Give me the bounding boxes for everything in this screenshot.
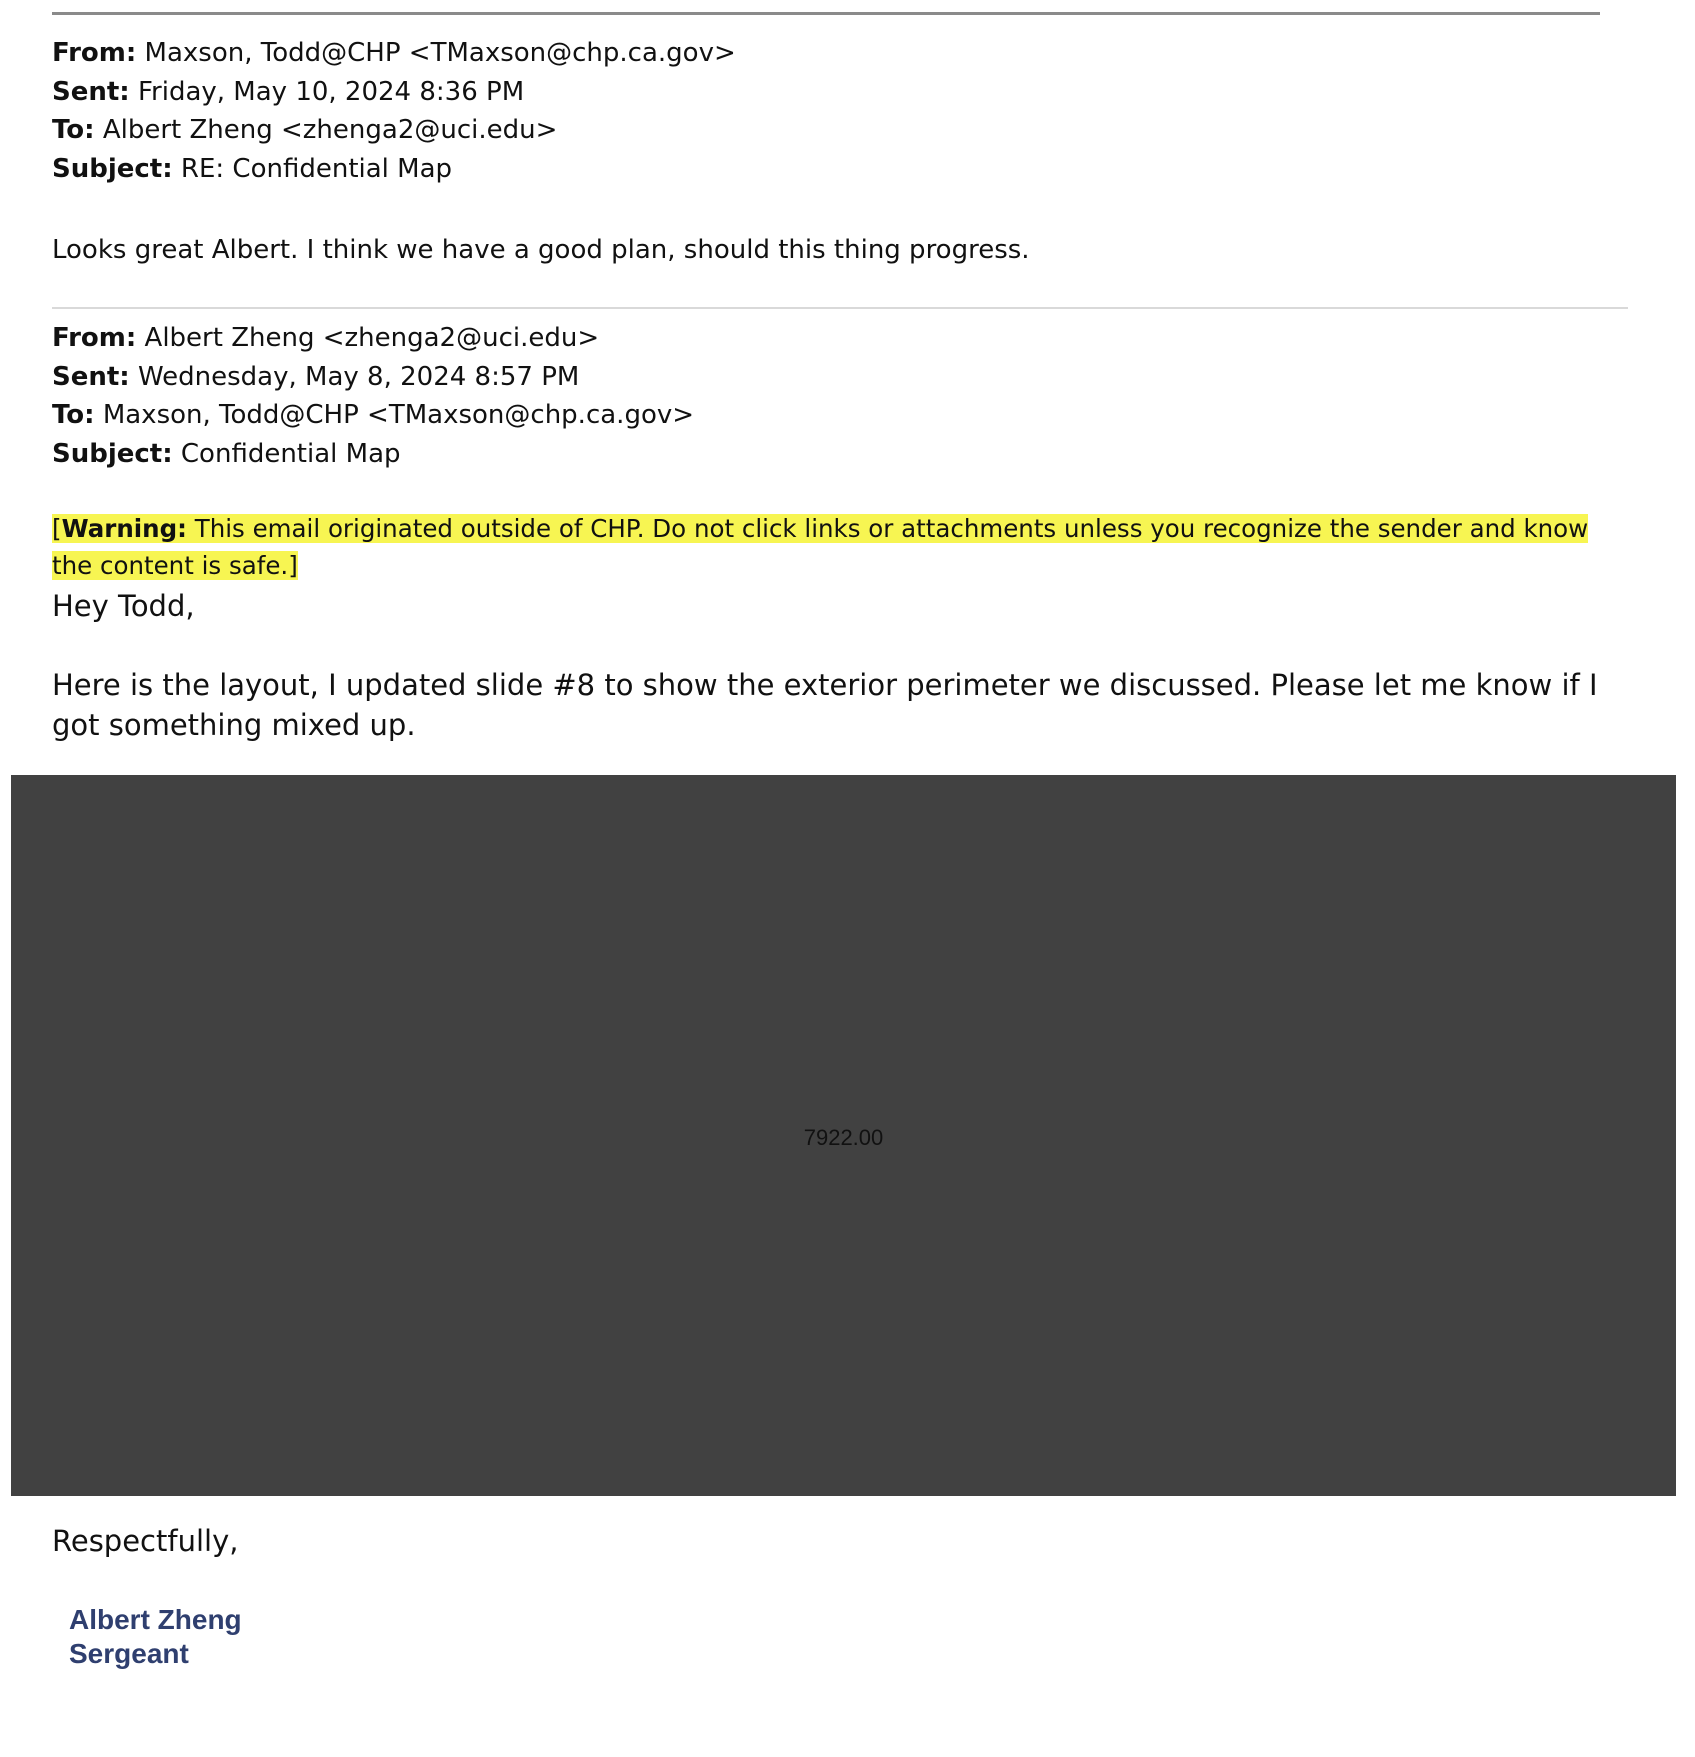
message-divider [52,307,1628,309]
reply-subject-row [52,150,736,189]
original-sent-row [52,358,694,397]
greeting: Hey Todd, [52,589,195,623]
reply-sent-label: Sent: [52,76,130,107]
original-from-label: From: [52,323,137,353]
map-label: 7922.00 [803,1125,884,1150]
external-warning-banner [52,510,1612,584]
top-divider [52,12,1600,15]
reply-from-row [52,34,736,73]
original-subject-value: Confidential Map [180,438,401,469]
original-from-row [52,319,694,358]
original-subject-row [52,435,694,474]
reply-to-value: Albert Zheng <zhenga2@uci.edu> [102,115,558,145]
reply-header [52,34,736,188]
reply-to-row [52,111,736,150]
reply-subject-value: RE: Confidential Map [180,153,453,184]
reply-subject-label: Subject: [52,153,173,184]
signature-title: Sergeant [69,1638,189,1669]
reply-to-label: To: [52,115,95,145]
original-from-value: Albert Zheng <zhenga2@uci.edu> [144,323,600,353]
original-to-label: To: [52,400,95,430]
reply-body: Looks great Albert. I think we have a good plan, should this thing progress. [52,235,1030,265]
map-image-placeholder [11,775,1676,1496]
original-sent-label: Sent: [52,361,130,392]
reply-from-label: From: [52,38,137,68]
signature-name: Albert Zheng [69,1604,242,1635]
reply-sent-row [52,73,736,112]
original-subject-label: Subject: [52,438,173,469]
signature-block [69,1603,242,1671]
warning-label: Warning: [61,514,187,543]
warning-open-bracket: [ [52,514,62,543]
reply-from-value: Maxson, Todd@CHP <TMaxson@chp.ca.gov> [144,38,736,68]
warning-highlight [52,514,1588,580]
reply-sent-value: Friday, May 10, 2024 8:36 PM [137,76,525,107]
original-sent-value: Wednesday, May 8, 2024 8:57 PM [137,361,580,392]
original-body: Here is the layout, I updated slide #8 to show the exterior perimeter we discussed. Please let me know if I got something mixed up. [52,668,1598,742]
signoff: Respectfully, [52,1524,239,1558]
original-to-row [52,396,694,435]
original-to-value: Maxson, Todd@CHP <TMaxson@chp.ca.gov> [102,400,695,430]
original-header [52,319,694,473]
warning-text: This email originated outside of CHP. Do not click links or attachments unless you recognize the sender and know the content is safe.] [52,514,1589,580]
